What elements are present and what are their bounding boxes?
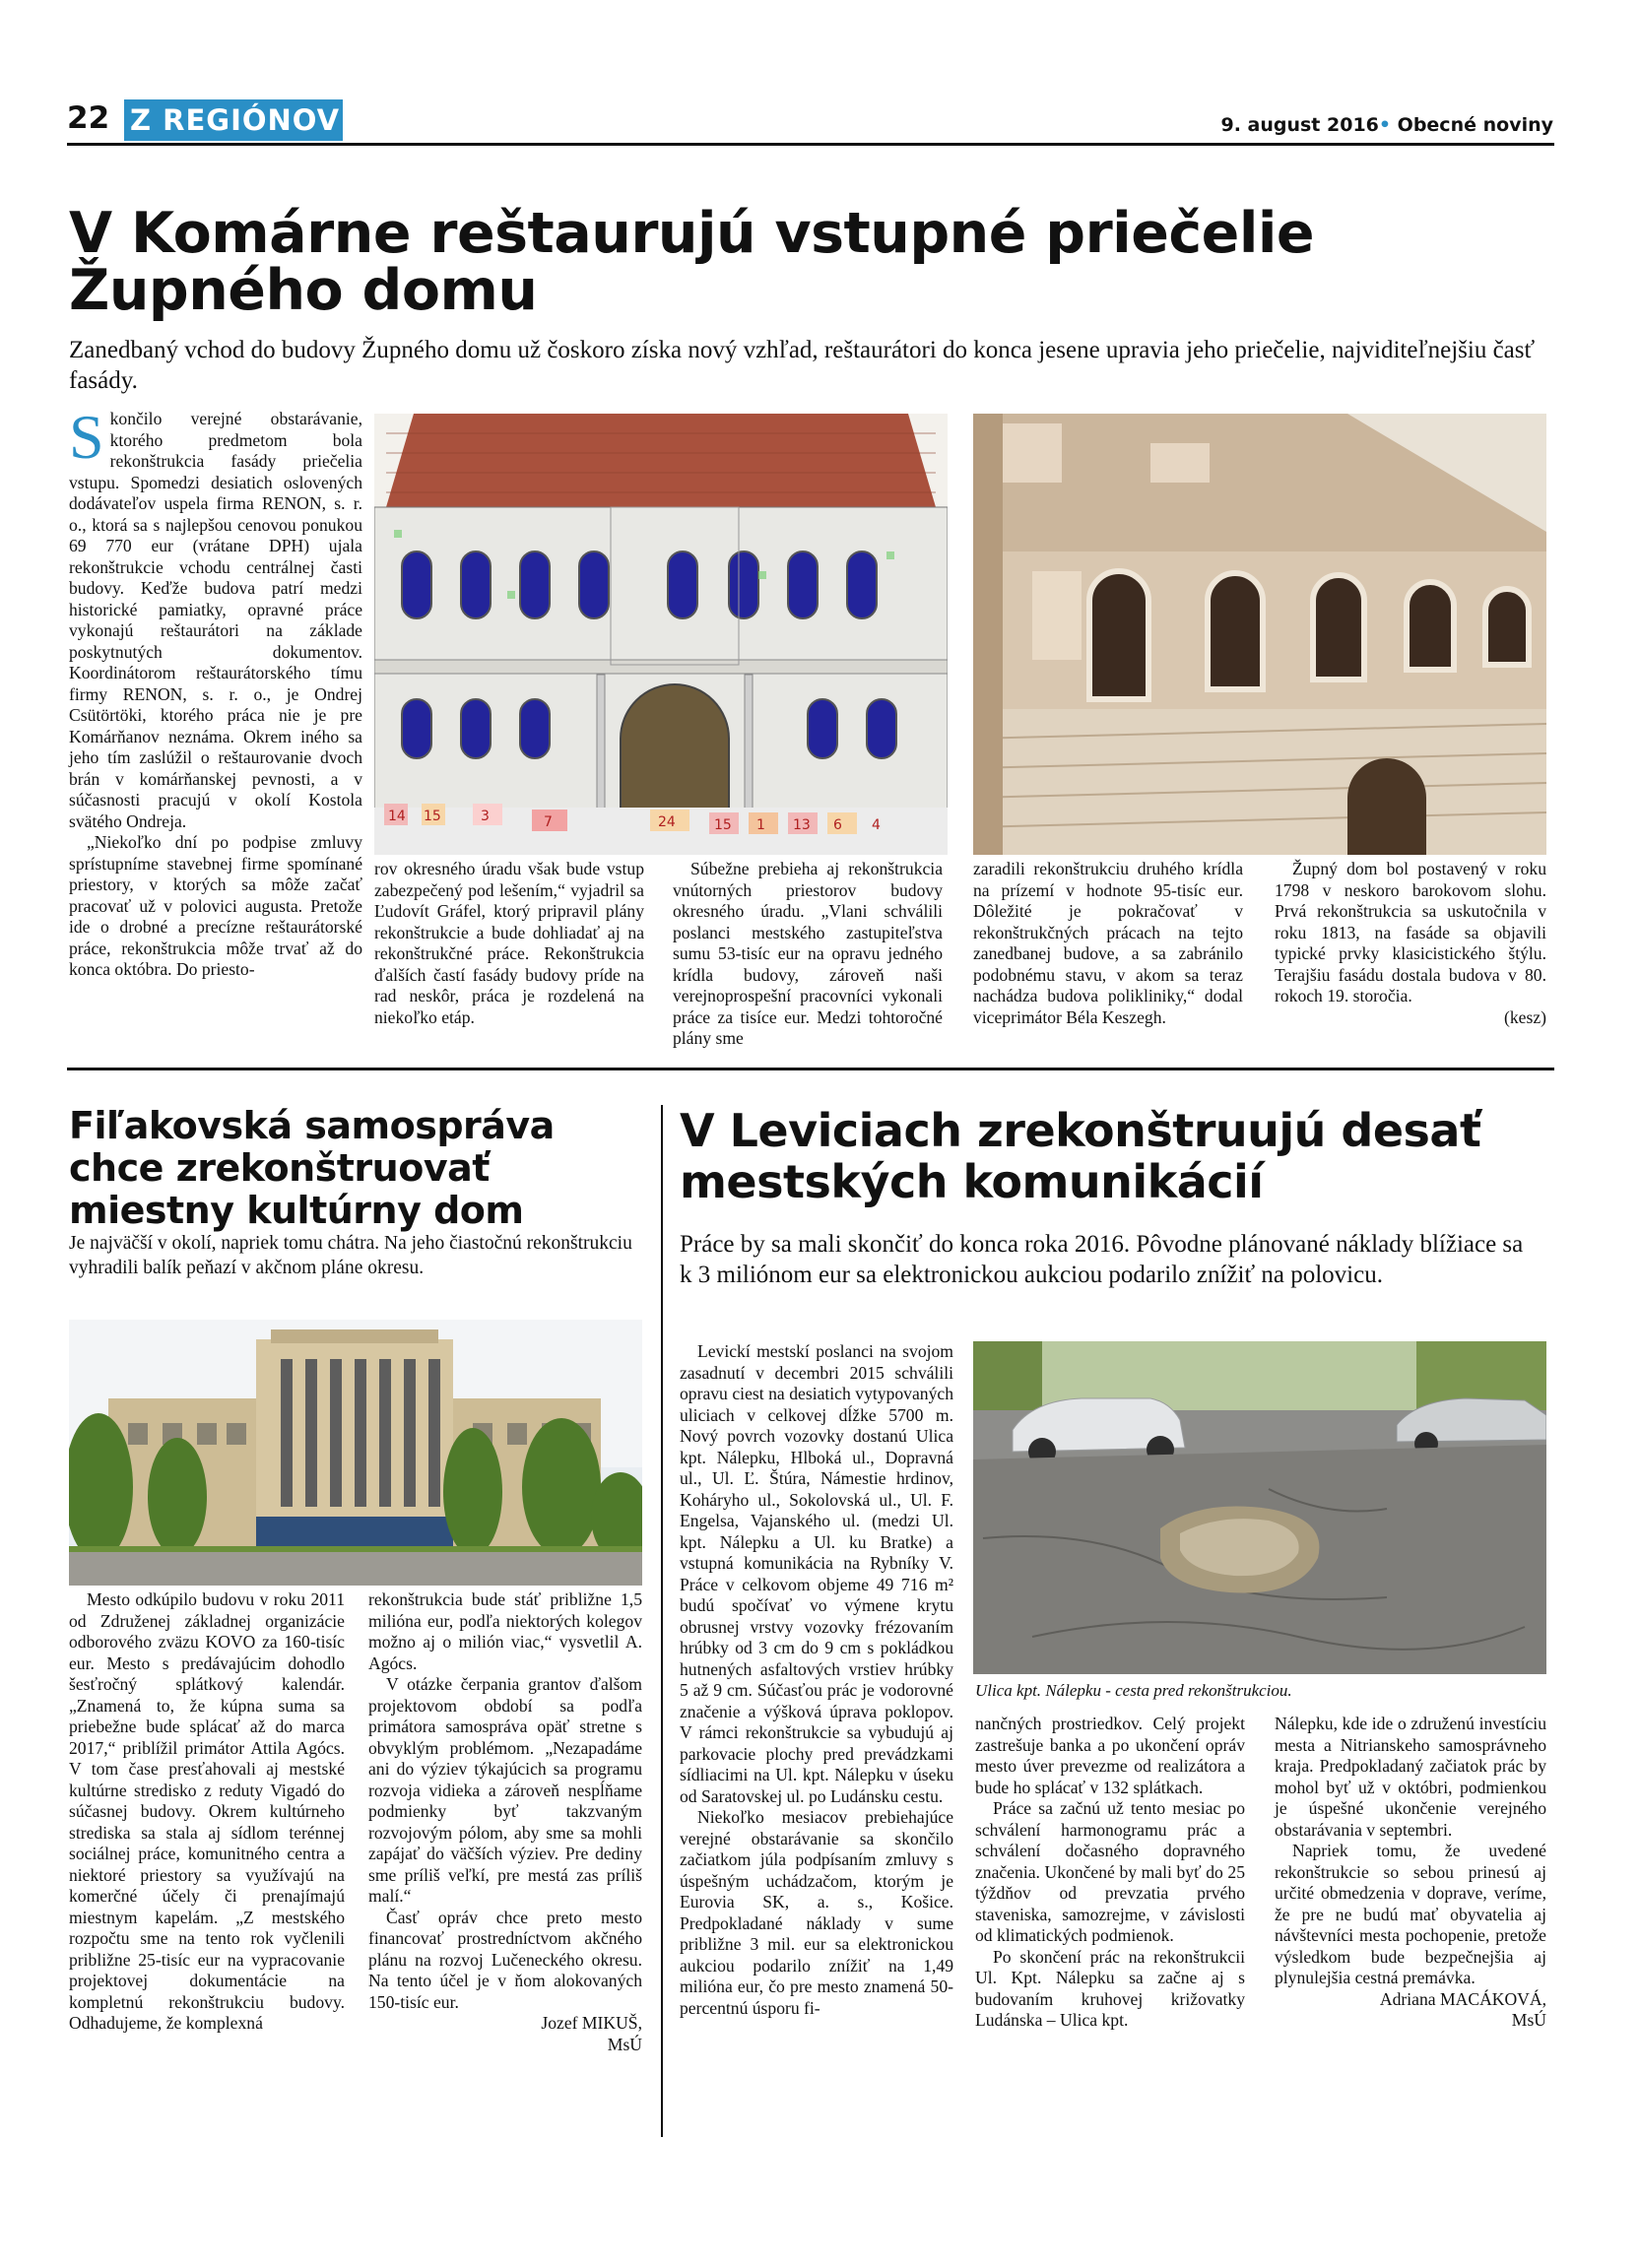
article1-signature: (kesz) (1504, 1006, 1546, 1027)
article3-col2-p3: Po skončení prác na rekonštrukcii Ul. Kpt. Nálepku sa začne aj s budovaním kruhovej križovatky Ludánska – Ulica kpt. (975, 1946, 1245, 2030)
page-number: 22 (67, 100, 110, 136)
article1-lead: Zanedbaný vchod do budovy Župného domu už čoskoro získa nový vzhľad, reštaurátori do konca jesene upravia jeho priečelie, najviditeľnejšiu časť fasády. (69, 337, 1536, 394)
article1-facade-photo (973, 414, 1546, 855)
article1-col3-text: Súbežne prebieha aj rekonštrukcia vnútorných priestorov budovy okresného úradu. „Vlani schválili poslanci mestského zastupiteľstva sumu 53-tisíc eur na opravu jedného krídla budovy, zároveň naši verejnoprospešní pracovníci vykonali práce za tisíce eur. Medzi tohtoročné plány sme (673, 859, 943, 1048)
article3-col1-p2: Niekoľko mesiacov prebiehajúce verejné obstarávanie sa skončilo začiatkom júla podpísaním zmluvy s úspešným uchádzačom, ktorým je Eurovia SK, a. s., Košice. Predpokladané náklady v sume približne 3 mil. eur sa elektronickou aukciou podarilo znížiť na 1,49 milióna eur, čo pre mesto znamená 50-percentnú úsporu fi- (680, 1807, 953, 2018)
plan-label: 7 (544, 814, 553, 830)
section-label: Z REGIÓNOV (124, 99, 343, 141)
article1-dropcap: S (69, 402, 104, 472)
article1-column-1 (69, 402, 362, 981)
article2-signature-org: MsÚ (607, 2034, 642, 2054)
article3-col2-p2: Práce sa začnú už tento mesiac po schválení harmonogramu prác a schválení dočasného dopravného značenia. Ukončené by mali byť do 25 týždňov od prevzatia prvého staveniska, samozrejme, v závislosti od klimatických podmienok. (975, 1798, 1245, 1945)
article3-col2-p1: nančných prostriedkov. Celý projekt zastrešuje banka a po ukončení opráv mesto úver prevezme od realizátora a bude ho splácať v 132 splátkach. (975, 1714, 1245, 1797)
article3-road-photo (973, 1341, 1546, 1674)
article3-column-2 (975, 1714, 1245, 2032)
article2-title: Fiľakovská samospráva chce zrekonštruovať miestny kultúrny dom (69, 1104, 555, 1232)
article2-signature-name: Jozef MIKUŠ, (541, 2013, 642, 2033)
article3-signature-org: MsÚ (1511, 2010, 1546, 2030)
article2-column-2 (368, 1589, 642, 2055)
article3-lead: Práce by sa mali skončiť do konca roka 2016. Pôvodne plánované náklady blížiace sa k 3 miliónom eur sa elektronickou aukciou podarilo znížiť na polovicu. (680, 1231, 1524, 1288)
article2-building-photo (69, 1320, 642, 1586)
article1-column-4 (973, 859, 1243, 1028)
article3-photo-caption: Ulica kpt. Nálepku - cesta pred rekonštrukciou. (975, 1681, 1292, 1700)
plan-label: 14 (388, 809, 406, 824)
article3-col3-p1: Nálepku, kde ide o združenú investíciu mesta a Nitrianskeho samosprávneho kraja. Predpokladaný začiatok prác by mohol byť už v októbri, podmienkou je úspešné ukončenie verejného obstarávania v septembri. (1275, 1714, 1546, 1840)
article3-signature-name: Adriana MACÁKOVÁ, (1379, 1988, 1546, 2009)
article1-col4-text: zaradili rekonštrukciu druhého krídla na prízemí v hodnote 95-tisíc eur. Dôležité je pokračovať v rekonštrukčných prácach na tejto zanedbanej budove, a sa zabránilo podobnému stavu, v akom sa teraz nachádza budova polikliniky,“ dodal viceprimátor Béla Keszegh. (973, 859, 1243, 1027)
article-separator (67, 1068, 1554, 1070)
article1-title: V Komárne reštaurujú vstupné priečelie Župného domu (69, 201, 1315, 323)
article3-column-3 (1275, 1714, 1546, 2032)
plan-label: 4 (872, 817, 881, 833)
article2-col2-p3: Časť opráv chce preto mesto financovať prostredníctvom akčného plánu na rozvoj Lučeneckého okresu. Na tento účel je v ňom alokovaných 150-tisíc eur. (368, 1907, 642, 2012)
plan-label: 13 (793, 817, 811, 833)
article2-col2-p1: rekonštrukcia bude stáť približne 1,5 milióna eur, podľa niektorých kolegov možno aj o milión viac,“ vysvetlil A. Agócs. (368, 1589, 642, 1673)
column-separator (661, 1105, 663, 2137)
article2-col2-p2: V otázke čerpania grantov ďalšom projektovom období sa podľa primátora samospráva opäť stretne s obvyklým problémom. „Nezapadáme ani do výziev týkajúcich sa programu rozvoja vidieka a zároveň nespĺňame podmienky byť takzvaným rozvojovým pólom, aby sme sa mohli zapájať do väčších výziev. Pre dediny sme príliš veľkí, pre mestá zas príliš malí.“ (368, 1674, 642, 1906)
plan-label: 6 (833, 817, 842, 833)
plan-label: 15 (714, 817, 732, 833)
article1-column-3 (673, 859, 943, 1050)
article1-column-5 (1275, 859, 1546, 1028)
article1-column-2 (374, 859, 644, 1028)
header-rule (67, 143, 1554, 146)
article3-col1-p1: Levickí mestskí poslanci na svojom zasadnutí v decembri 2015 schválili opravu ciest na desiatich vytypovaných uliciach v celkovej dĺžke 5700 m. Nový povrch vozovky dostanú Ulica kpt. Nálepku, Hlboká ul., Dopravná ul., Ul. Ľ. Štúra, Námestie hrdinov, Koháryho ul., Sokolovská ul., Ul. F. Engelsa, Vajanského ul. (medzi Ul. kpt. Nálepku a Ul. ku Bratke) a vstupná komunikácia na Rybníky V. Práce v celkovom objeme 49 716 m² budú spočívať vo výmene krytu obrusnej vrstvy vozovky frézovaním hrúbky od 3 cm do 9 cm s pokládkou hutnených asfaltových vrstiev hrúbky 5 až 9 cm. Súčasťou prác je vodorovné značenie a výšková úprava poklopov. V rámci rekonštrukcie sa vybudujú aj parkovacie plochy pred prevádzkami sídliacimi na Ul. kpt. Nálepku v úseku od Saratovskej ul. po Ludánsku cestu. (680, 1341, 953, 1806)
plan-label: 1 (756, 817, 765, 833)
article2-column-1 (69, 1589, 345, 2035)
plan-label: 24 (658, 814, 676, 830)
issue-date: 9. august 2016 (1220, 114, 1379, 136)
plan-label: 15 (424, 809, 441, 824)
article3-column-1 (680, 1341, 953, 2019)
article2-col1-text: Mesto odkúpilo budovu v roku 2011 od Združenej základnej organizácie odborového zväzu KOVO za 160-tisíc eur. Mesto s predávajúcim dohodlo šesťročný splátkový kalendár. „Znamená to, že kúpna suma sa priebežne bude splácať až do marca 2017,“ priblížil primátor Attila Agócs. V tom čase presťahovali aj mestské kultúrne stredisko z reduty Vigadó do súčasnej budovy. Okrem kultúrneho strediska sa stala aj sídlom terénnej sociálnej práce, komunitného centra a niektoré priestory sa využívajú na komerčné účely či prenajímajú miestnym kapelám. „Z mestského rozpočtu sme na tento rok vyčlenili približne 25-tisíc eur na vypracovanie projektovej dokumentácie na kompletnú rekonštrukciu budovy. Odhadujeme, že komplexná (69, 1589, 345, 2033)
article1-col2-text: rov okresného úradu však bude vstup zabezpečený pod lešením,“ vyjadril sa Ľudovít Gráfel, ktorý pripravil plány rekonštrukcie a bude dohliadať aj na rekonštrukčné práce. Rekonštrukcia ďalších častí fasády budovy príde na rad neskôr, práca je rozdelená na niekoľko etáp. (374, 859, 644, 1027)
article1-col5-text: Župný dom bol postavený v roku 1798 v neskoro barokovom slohu. Prvá rekonštrukcia sa uskutočnila v roku 1813, na fasáde sa objavili typické prvky klasicistického štýlu. Terajšiu fasádu dostala budova v 80. rokoch 19. storočia. (1275, 859, 1546, 1005)
article1-plan-drawing (374, 414, 948, 855)
article3-col3-p2: Napriek tomu, že uvedené rekonštrukcie so sebou prinesú aj určité obmedzenia v doprave, veríme, že pre ne budú mať obyvatelia aj návštevníci mesta pochopenie, pretože výsledkom bude bezpečnejšia aj plynulejšia cestná premávka. (1275, 1841, 1546, 1987)
article1-col1-p2: „Niekoľko dní po podpise zmluvy sprístupníme stavebnej firme spomínané priestory, v ktorých sa môže začať pracovať už v polovici augusta. Pretože ide o drobné a precízne reštaurátorské práce, rekonštrukcia môže trvať až do konca októbra. Do priesto- (69, 832, 362, 979)
plan-label: 3 (481, 809, 490, 824)
article2-lead: Je najväčší v okolí, napriek tomu chátra. Na jeho čiastočnú rekonštrukciu vyhradili balík peňazí v akčnom pláne okresu. (69, 1233, 632, 1278)
issue-bullet: • (1378, 114, 1392, 136)
article1-col1-p1: končilo verejné obstarávanie, ktorého predmetom bola rekonštrukcia fasády priečelia vstupu. Spomedzi desiatich oslovených dodávateľov uspela firma RENON, s. r. o., ktorá sa s najlepšou cenovou ponukou 69 770 eur (vrátane DPH) ujala rekonštrukcie vchodu centrálnej časti budovy. Keďže budova patrí medzi historické pamiatky, opravné práce vykonajú reštaurátori na základe poskytnutých dokumentov. Koordinátorom reštaurátorského tímu firmy RENON, s. r. o., je Ondrej Csütörtöki, ktorého práca nie je pre Komárňanov neznáma. Okrem iného sa jeho tím zaslúžil o reštaurovanie dvoch brán v komárňanskej pevnosti, a v súčasnosti pracujú v okolí Kostola svätého Ondreja. (69, 409, 362, 831)
article3-title: V Leviciach zrekonštruujú desať mestských komunikácií (680, 1104, 1481, 1208)
issue-info (1220, 114, 1553, 136)
paper-name: Obecné noviny (1397, 114, 1553, 136)
